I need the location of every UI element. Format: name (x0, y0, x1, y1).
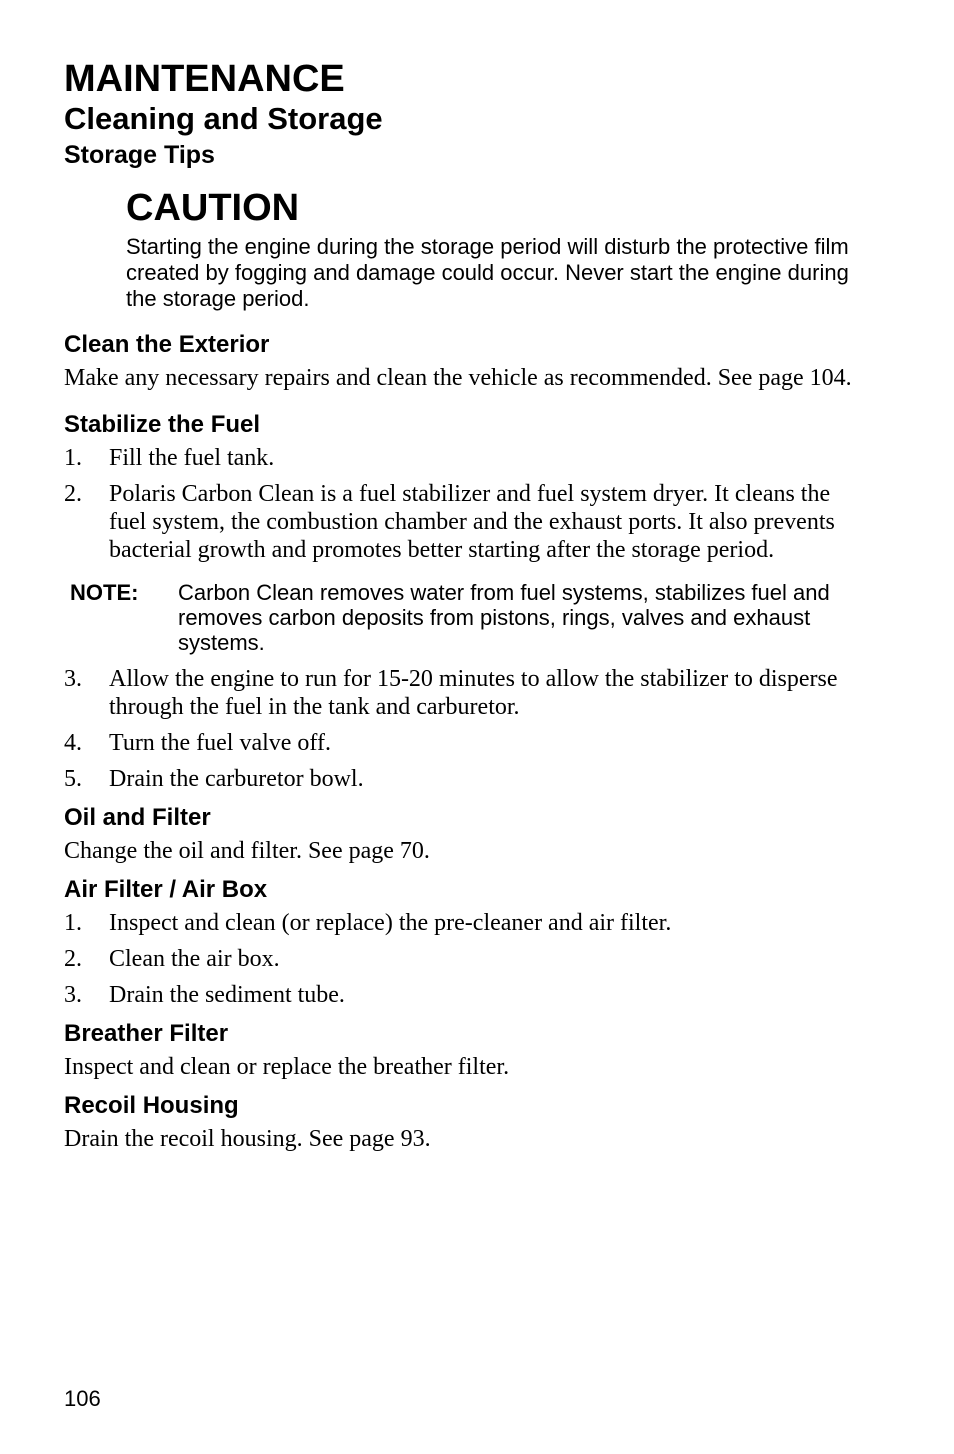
stabilize-fuel-steps-a (64, 444, 864, 564)
step-number: 2. (64, 946, 82, 972)
air-filter-steps (64, 909, 864, 1009)
chapter-subtitle: Cleaning and Storage (64, 101, 383, 136)
list-item (64, 480, 864, 564)
step-text: Allow the engine to run for 15-20 minutes to allow the stabilizer to disperse through the fuel in the tank and carburetor. (109, 666, 838, 720)
note-label: NOTE: (70, 580, 139, 605)
step-text: Inspect and clean (or replace) the pre-cleaner and air filter. (109, 910, 672, 936)
oil-filter-heading: Oil and Filter (64, 804, 211, 831)
note-block (70, 580, 864, 655)
step-text: Turn the fuel valve off. (109, 730, 331, 756)
stabilize-fuel-steps-b (64, 665, 864, 793)
page-title: MAINTENANCE (64, 58, 345, 100)
caution-title: CAUTION (126, 187, 300, 229)
list-item (64, 981, 864, 1009)
oil-filter-text: Change the oil and filter. See page 70. (64, 838, 430, 864)
step-text: Fill the fuel tank. (109, 445, 275, 471)
step-number: 3. (64, 982, 82, 1008)
note-text: Carbon Clean removes water from fuel systems, stabilizes fuel and removes carbon deposits from pistons, rings, valves and exhaust systems. (178, 580, 830, 655)
clean-exterior-heading: Clean the Exterior (64, 331, 270, 358)
step-text: Drain the carburetor bowl. (109, 766, 364, 792)
step-text: Polaris Carbon Clean is a fuel stabilizer and fuel system dryer. It cleans the fuel system, the combustion chamber and the exhaust ports. It also prevents bacterial growth and promotes better starting after the storage period. (109, 481, 835, 563)
breather-filter-text: Inspect and clean or replace the breather filter. (64, 1054, 510, 1080)
breather-filter-heading: Breather Filter (64, 1020, 229, 1047)
step-number: 1. (64, 445, 82, 471)
list-item (64, 909, 864, 937)
caution-text: Starting the engine during the storage period will disturb the protective film created by fogging and damage could occur. Never start the engine during the storage period. (126, 234, 849, 311)
air-filter-heading: Air Filter / Air Box (64, 876, 268, 903)
step-number: 1. (64, 910, 82, 936)
list-item (64, 444, 864, 472)
stabilize-fuel-heading: Stabilize the Fuel (64, 411, 261, 438)
list-item (64, 765, 864, 793)
step-text: Clean the air box. (109, 946, 280, 972)
page-content (64, 58, 864, 1153)
step-text: Drain the sediment tube. (109, 982, 345, 1008)
recoil-housing-heading: Recoil Housing (64, 1092, 239, 1119)
step-number: 5. (64, 766, 82, 792)
page-number: 106 (64, 1386, 101, 1411)
list-item (64, 665, 864, 721)
step-number: 3. (64, 666, 82, 692)
caution-block (126, 186, 864, 312)
recoil-housing-text: Drain the recoil housing. See page 93. (64, 1126, 431, 1152)
clean-exterior-text: Make any necessary repairs and clean the vehicle as recommended. See page 104. (64, 365, 852, 391)
step-number: 4. (64, 730, 82, 756)
section-title: Storage Tips (64, 141, 215, 169)
list-item (64, 945, 864, 973)
step-number: 2. (64, 481, 82, 507)
list-item (64, 729, 864, 757)
